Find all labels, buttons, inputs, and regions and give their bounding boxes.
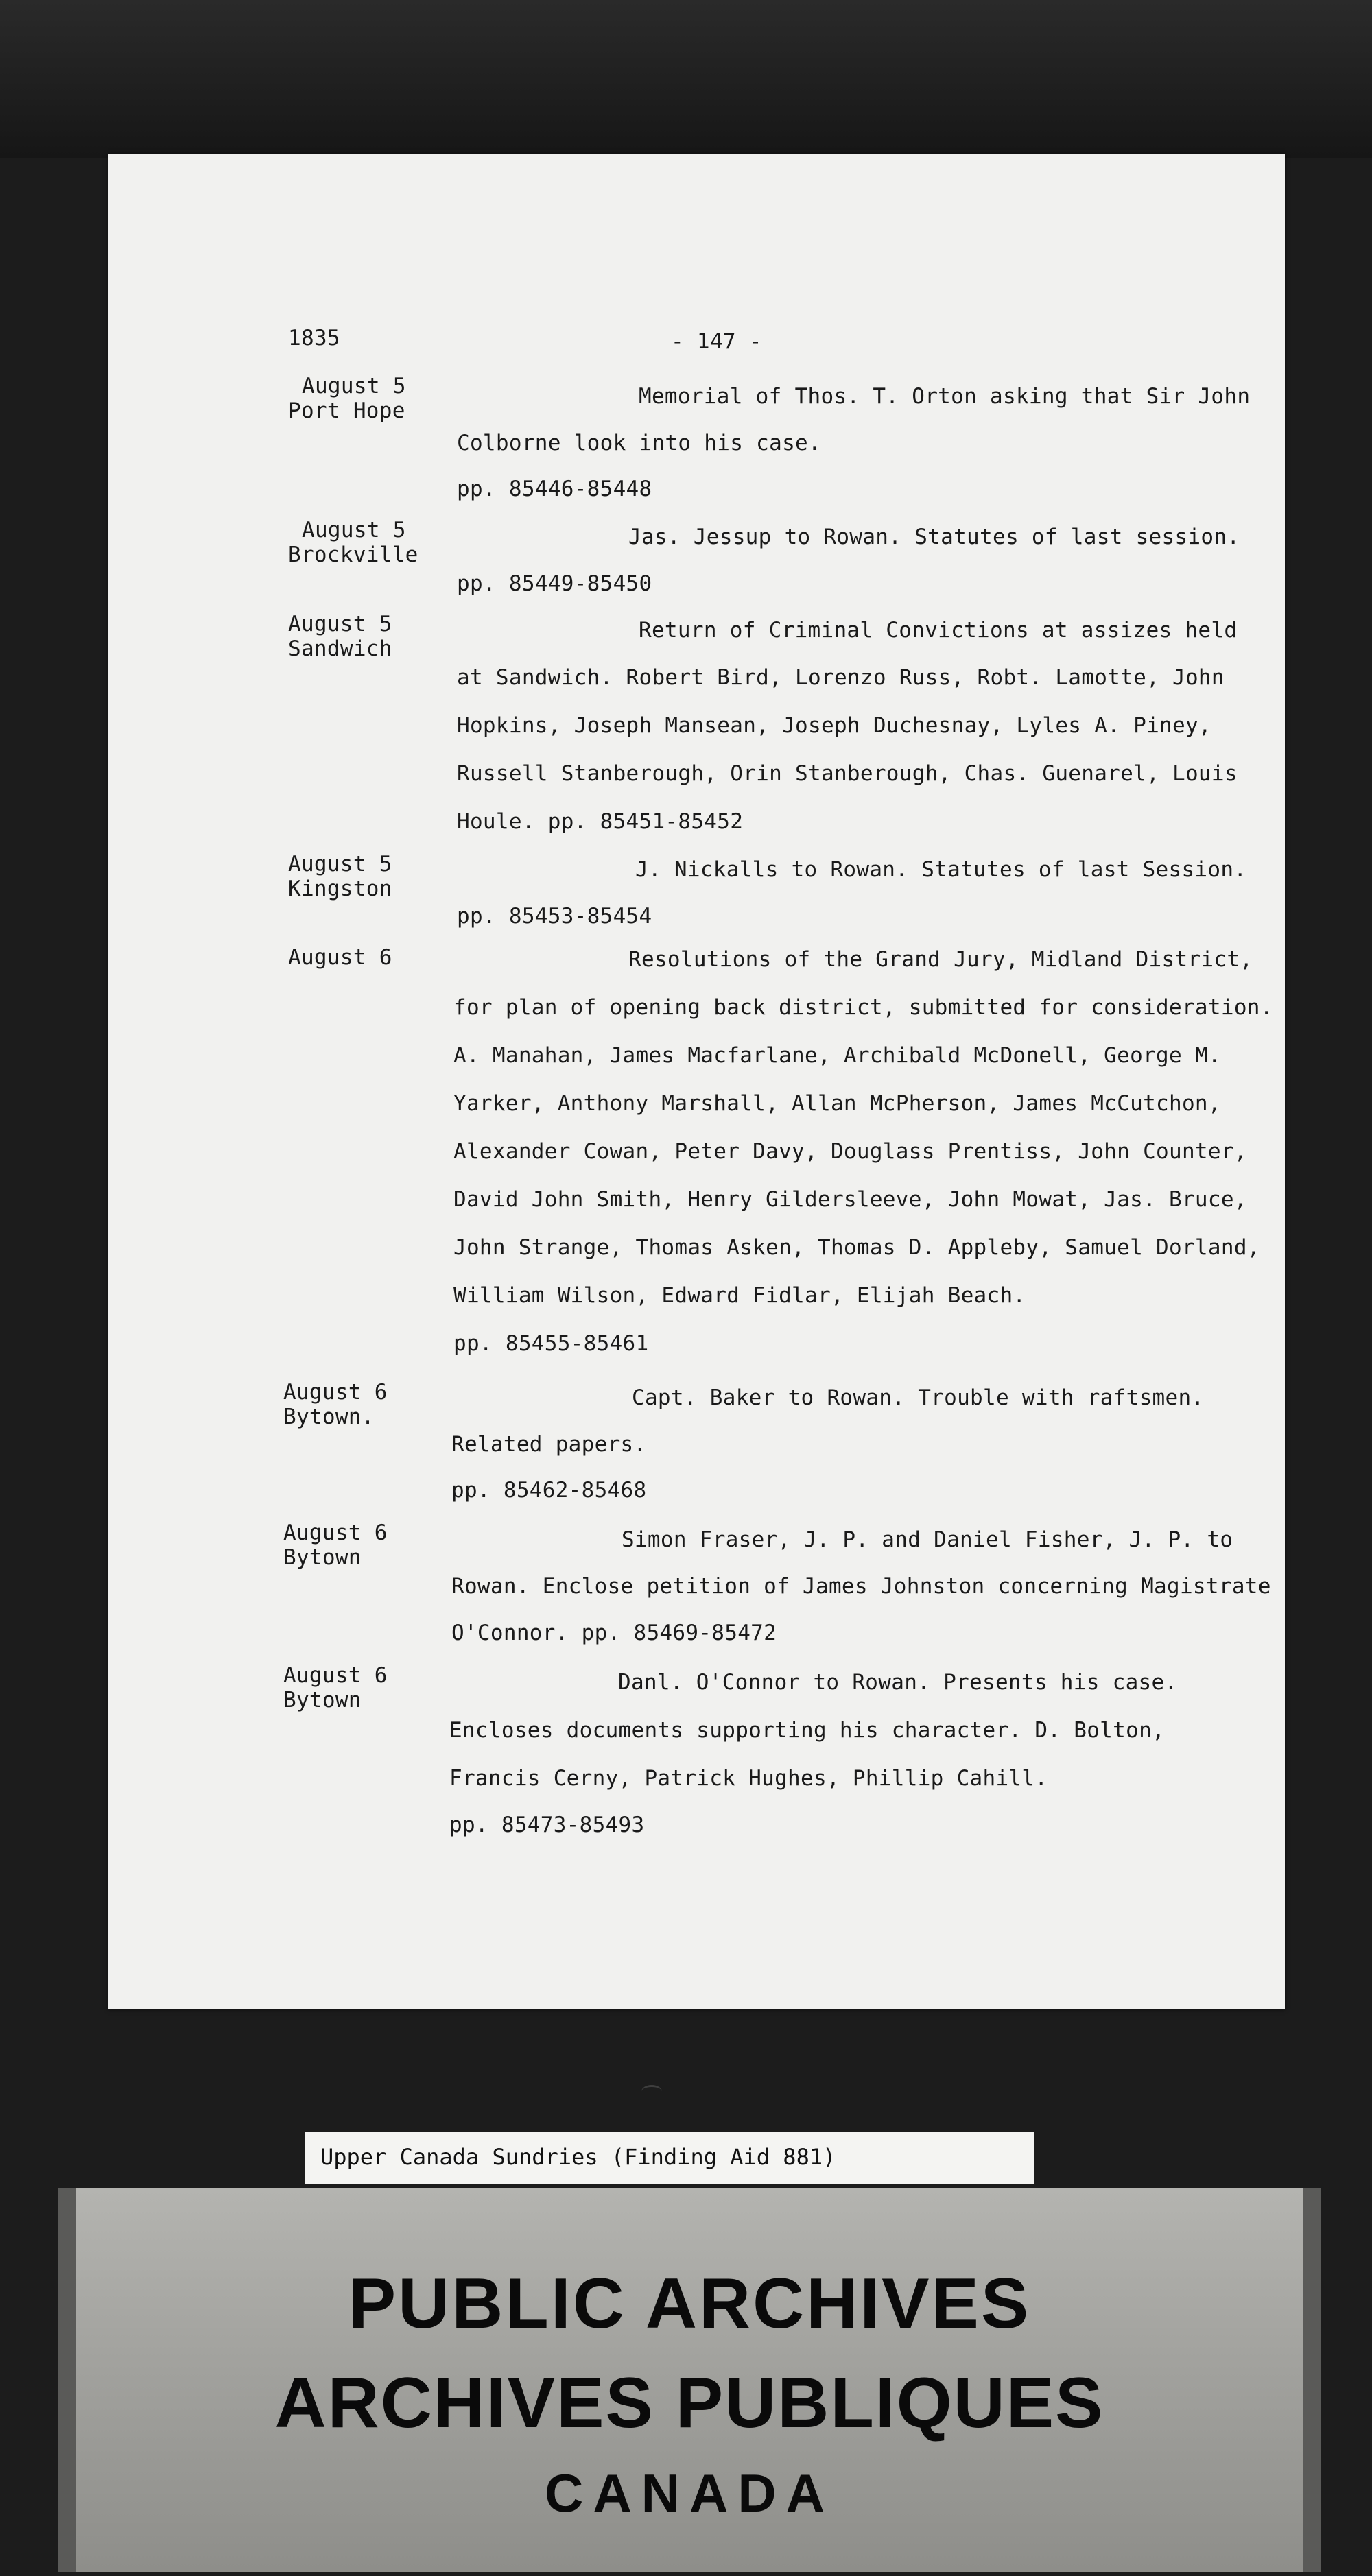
stamp-line-country: CANADA bbox=[545, 2463, 834, 2523]
entry-line: David John Smith, Henry Gildersleeve, John Mowat, Jas. Bruce, bbox=[453, 1187, 1247, 1212]
entry-line: Simon Fraser, J. P. and Daniel Fisher, J. P. to bbox=[622, 1527, 1233, 1552]
finding-aid-text: Upper Canada Sundries (Finding Aid 881) bbox=[320, 2144, 836, 2170]
entry-line: Houle. pp. 85451-85452 bbox=[457, 809, 744, 834]
entry-page-ref: pp. 85453-85454 bbox=[457, 904, 652, 929]
stamp-line-french: ARCHIVES PUBLIQUES bbox=[274, 2363, 1104, 2443]
entry-line: Jas. Jessup to Rowan. Statutes of last session. bbox=[628, 525, 1240, 549]
entry-place: Port Hope bbox=[288, 398, 405, 423]
entry-line: Related papers. bbox=[451, 1432, 647, 1457]
year-label: 1835 bbox=[288, 326, 340, 350]
entry-page-ref: pp. 85446-85448 bbox=[457, 477, 652, 501]
entry-place: Bytown. bbox=[283, 1405, 375, 1429]
entry-place: Sandwich bbox=[288, 636, 392, 661]
page-number: - 147 - bbox=[671, 329, 762, 354]
entry-line: at Sandwich. Robert Bird, Lorenzo Russ, Robt. Lamotte, John bbox=[457, 665, 1225, 690]
entry-line: Russell Stanberough, Orin Stanberough, Chas. Guenarel, Louis bbox=[457, 761, 1238, 786]
entry-line: Danl. O'Connor to Rowan. Presents his case. bbox=[618, 1670, 1178, 1695]
entry-line: John Strange, Thomas Asken, Thomas D. Appleby, Samuel Dorland, bbox=[453, 1235, 1260, 1260]
entry-place: Kingston bbox=[288, 876, 392, 901]
entry-date: August 6 bbox=[288, 945, 392, 970]
entry-line: Francis Cerny, Patrick Hughes, Phillip Cahill. bbox=[449, 1766, 1048, 1791]
entry-date: August 5 bbox=[302, 518, 406, 542]
entry-line: Capt. Baker to Rowan. Trouble with raftsmen. bbox=[632, 1385, 1205, 1410]
entry-line: Rowan. Enclose petition of James Johnston concerning Magistrate bbox=[451, 1574, 1271, 1599]
entry-page-ref: pp. 85449-85450 bbox=[457, 571, 652, 596]
archives-stamp bbox=[58, 2188, 1321, 2572]
entry-date: August 6 bbox=[283, 1663, 388, 1688]
entry-place: Bytown bbox=[283, 1688, 362, 1713]
entry-place: Brockville bbox=[288, 542, 418, 567]
entry-line: Resolutions of the Grand Jury, Midland District, bbox=[628, 947, 1253, 972]
entry-date: August 6 bbox=[283, 1380, 388, 1405]
entry-page-ref: pp. 85473-85493 bbox=[449, 1813, 645, 1837]
microfilm-border bbox=[0, 0, 1372, 158]
entry-line: for plan of opening back district, submitted for consideration. bbox=[453, 995, 1273, 1020]
entry-date: August 5 bbox=[302, 374, 406, 398]
entry-line: Hopkins, Joseph Mansean, Joseph Duchesnay, Lyles A. Piney, bbox=[457, 713, 1211, 738]
entry-line: J. Nickalls to Rowan. Statutes of last Session. bbox=[635, 857, 1247, 882]
entry-line: A. Manahan, James Macfarlane, Archibald McDonell, George M. bbox=[453, 1043, 1221, 1068]
film-mark bbox=[641, 2085, 662, 2098]
entry-page-ref: pp. 85455-85461 bbox=[453, 1331, 649, 1356]
entry-place: Bytown bbox=[283, 1545, 362, 1570]
entry-date: August 5 bbox=[288, 612, 392, 636]
entry-line: Alexander Cowan, Peter Davy, Douglass Prentiss, John Counter, bbox=[453, 1139, 1247, 1164]
entry-line: William Wilson, Edward Fidlar, Elijah Beach. bbox=[453, 1283, 1026, 1308]
entry-line: Return of Criminal Convictions at assizes held bbox=[639, 618, 1238, 643]
entry-date: August 6 bbox=[283, 1520, 388, 1545]
finding-aid-label bbox=[305, 2132, 1034, 2184]
entry-page-ref: pp. 85462-85468 bbox=[451, 1478, 647, 1503]
stamp-line-english: PUBLIC ARCHIVES bbox=[348, 2264, 1031, 2344]
entry-line: Encloses documents supporting his character. D. Bolton, bbox=[449, 1718, 1165, 1743]
entry-line: Memorial of Thos. T. Orton asking that Sir John bbox=[639, 384, 1251, 409]
entry-line: O'Connor. pp. 85469-85472 bbox=[451, 1621, 777, 1645]
entry-line: Colborne look into his case. bbox=[457, 431, 821, 455]
document-page bbox=[108, 154, 1285, 2009]
entry-date: August 5 bbox=[288, 852, 392, 876]
entry-line: Yarker, Anthony Marshall, Allan McPherson, James McCutchon, bbox=[453, 1091, 1221, 1116]
